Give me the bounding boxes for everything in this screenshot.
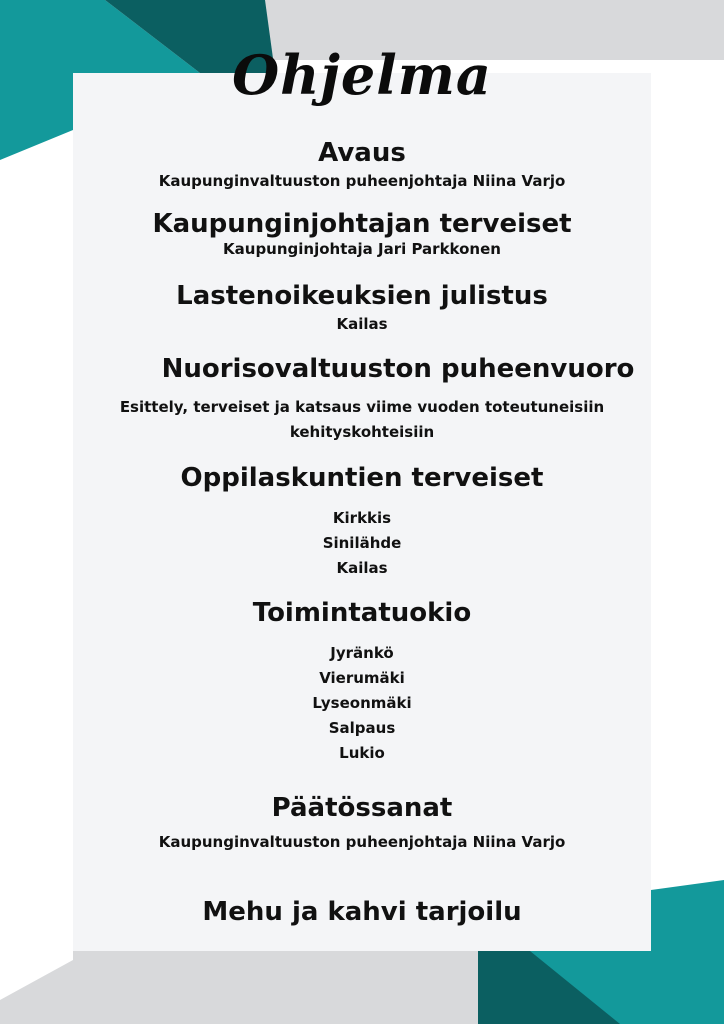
section-heading: Toimintatuokio xyxy=(252,598,472,628)
section-heading: Oppilaskuntien terveiset xyxy=(180,463,544,493)
section-heading: Kaupunginjohtajan terveiset xyxy=(152,209,572,239)
section-avaus xyxy=(73,137,651,194)
section-kaupunginjohtajan-terveiset xyxy=(73,208,651,258)
section-heading: Päätössanat xyxy=(271,793,453,823)
section-toimintatuokio xyxy=(73,597,651,766)
section-mehu-ja-kahvi xyxy=(73,896,651,928)
section-line: Kaupunginvaltuuston puheenjohtaja Niina Varjo xyxy=(158,833,566,851)
section-line: Kaupunginvaltuuston puheenjohtaja Niina Varjo xyxy=(158,172,566,190)
section-line: Salpaus xyxy=(328,719,396,737)
section-line: Sinilähde xyxy=(322,534,402,552)
section-oppilaskuntien-terveiset xyxy=(73,462,651,581)
section-lastenoikeuksien-julistus xyxy=(73,280,651,337)
section-line: Lukio xyxy=(339,744,385,762)
section-heading: Avaus xyxy=(318,138,406,168)
section-line: Kaupunginjohtaja Jari Parkkonen xyxy=(223,240,501,258)
section-line: Lyseonmäki xyxy=(312,694,412,712)
section-heading: Nuorisovaltuuston puheenvuoro xyxy=(161,354,635,384)
page-title: Ohjelma xyxy=(232,43,492,107)
section-heading: Mehu ja kahvi tarjoilu xyxy=(202,897,522,927)
section-line: Vierumäki xyxy=(319,669,405,687)
section-line: Kailas xyxy=(336,559,388,577)
section-line: Kailas xyxy=(336,315,388,333)
section-heading: Lastenoikeuksien julistus xyxy=(176,281,548,311)
section-line: Esittely, terveiset ja katsaus viime vuoden toteutuneisiin kehityskohteisiin xyxy=(119,398,605,441)
section-line: Jyränkö xyxy=(330,644,394,662)
bottom-left-gray-shape xyxy=(0,951,480,1024)
section-line: Kirkkis xyxy=(332,509,392,527)
section-paatossanat xyxy=(73,792,651,855)
section-nuorisovaltuuston-puheenvuoro xyxy=(73,353,651,445)
